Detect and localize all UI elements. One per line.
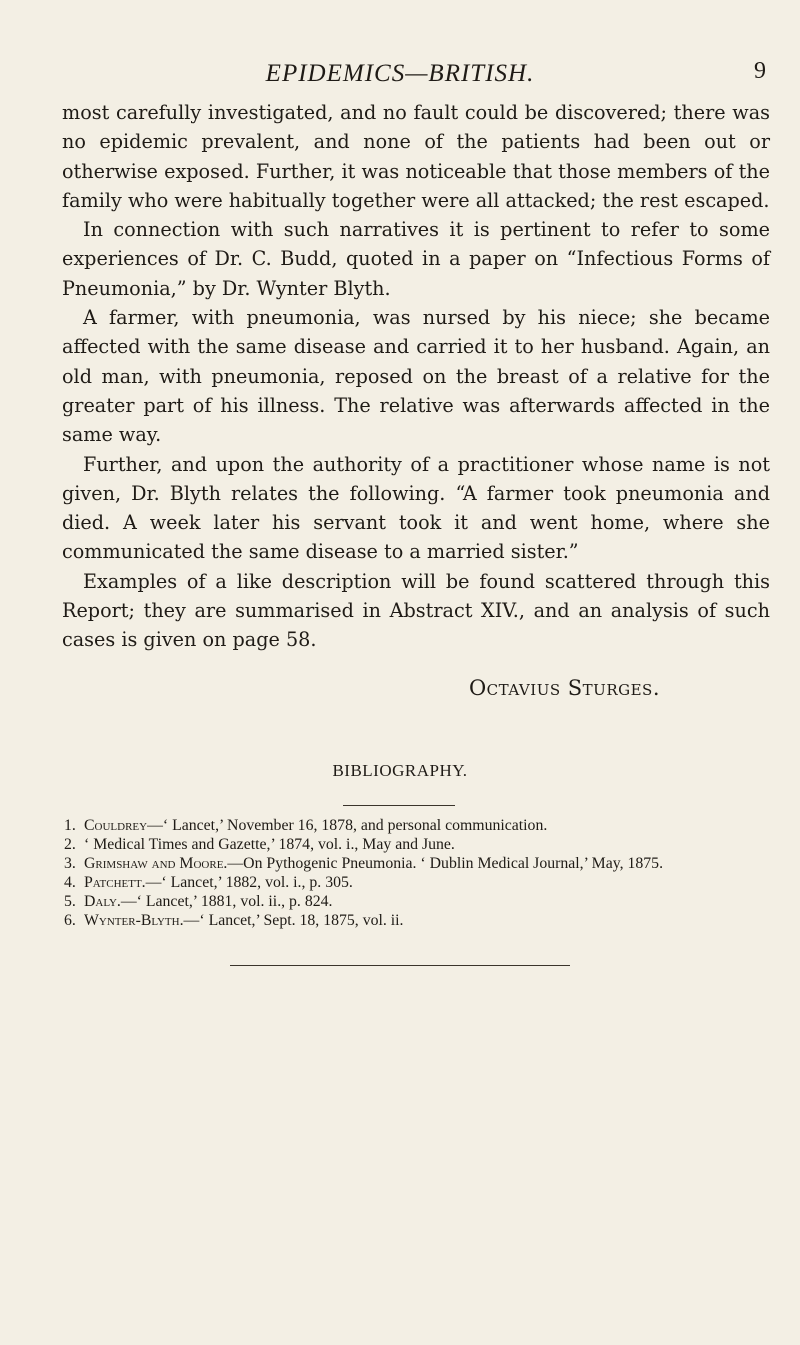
entry-text: —‘ Lancet,’ November 16, 1878, and personal communication. bbox=[147, 817, 548, 834]
bibliography-entry bbox=[64, 835, 764, 854]
entry-text: .—‘ Lancet,’ 1882, vol. i., p. 305. bbox=[141, 874, 353, 891]
running-title: EPIDEMICS—BRITISH. bbox=[265, 60, 535, 87]
bibliography-list bbox=[64, 816, 764, 930]
entry-author: Couldrey bbox=[84, 817, 148, 834]
page-number: 9 bbox=[754, 58, 766, 84]
entry-number: 3. bbox=[64, 855, 76, 872]
entry-text: .—‘ Lancet,’ 1881, vol. ii., p. 824. bbox=[116, 893, 333, 910]
bibliography-heading: BIBLIOGRAPHY. bbox=[332, 761, 468, 780]
page-header bbox=[0, 60, 800, 100]
body-text bbox=[62, 98, 770, 655]
bibliography-entry bbox=[64, 911, 764, 930]
entry-author: Wynter-Blyth bbox=[84, 912, 180, 929]
entry-number: 5. bbox=[64, 893, 76, 910]
paragraph-examples: Examples of a like description will be found scattered through this Report; they are summarised in Abstract XIV., and an analysis of such cases is given on page 58. bbox=[62, 569, 770, 652]
bibliography-entry bbox=[64, 892, 764, 911]
paragraph-practitioner: Further, and upon the authority of a practitioner whose name is not given, Dr. Blyth relates the following. “A farmer took pneumonia and died. A week later his servant took it and went home, where she communicated the same disease to a married sister.” bbox=[62, 452, 770, 564]
paragraph-budd: In connection with such narratives it is pertinent to refer to some experiences of Dr. C. Budd, quoted in a paper on “Infectious Forms of Pneumonia,” by Dr. Wynter Blyth. bbox=[62, 218, 770, 300]
entry-author: Patchett bbox=[84, 874, 142, 891]
entry-text: .—On Pythogenic Pneumonia. ‘ Dublin Medical Journal,’ May, 1875. bbox=[223, 855, 664, 872]
divider-rule bbox=[343, 805, 455, 806]
closing-rule bbox=[230, 965, 570, 966]
entry-number: 4. bbox=[64, 874, 76, 891]
entry-number: 1. bbox=[64, 817, 76, 834]
entry-number: 2. bbox=[64, 836, 76, 853]
paragraph-farmer-niece: A farmer, with pneumonia, was nursed by his niece; she became affected with the same disease and carried it to her husband. Again, an old man, with pneumonia, reposed on the breast of a relative for the greater part of his illness. The relative was afterwards affected in the same way. bbox=[62, 306, 770, 447]
paragraph-continuation: most carefully investigated, and no fault could be discovered; there was no epidemic prevalent, and none of the patients had been out or otherwise exposed. Further, it was noticeable that those members of the family who were habitually together were all attacked; the rest escaped. bbox=[62, 101, 770, 212]
entry-text: .—‘ Lancet,’ Sept. 18, 1875, vol. ii. bbox=[179, 912, 404, 929]
entry-text: ‘ Medical Times and Gazette,’ 1874, vol. i., May and June. bbox=[84, 836, 455, 853]
bibliography-entry bbox=[64, 854, 764, 873]
author-signature: Octavius Sturges. bbox=[468, 676, 660, 700]
entry-author: Daly bbox=[84, 893, 117, 910]
entry-author: Grimshaw and Moore bbox=[84, 855, 224, 872]
bibliography-entry bbox=[64, 816, 764, 835]
bibliography-entry bbox=[64, 873, 764, 892]
entry-number: 6. bbox=[64, 912, 76, 929]
